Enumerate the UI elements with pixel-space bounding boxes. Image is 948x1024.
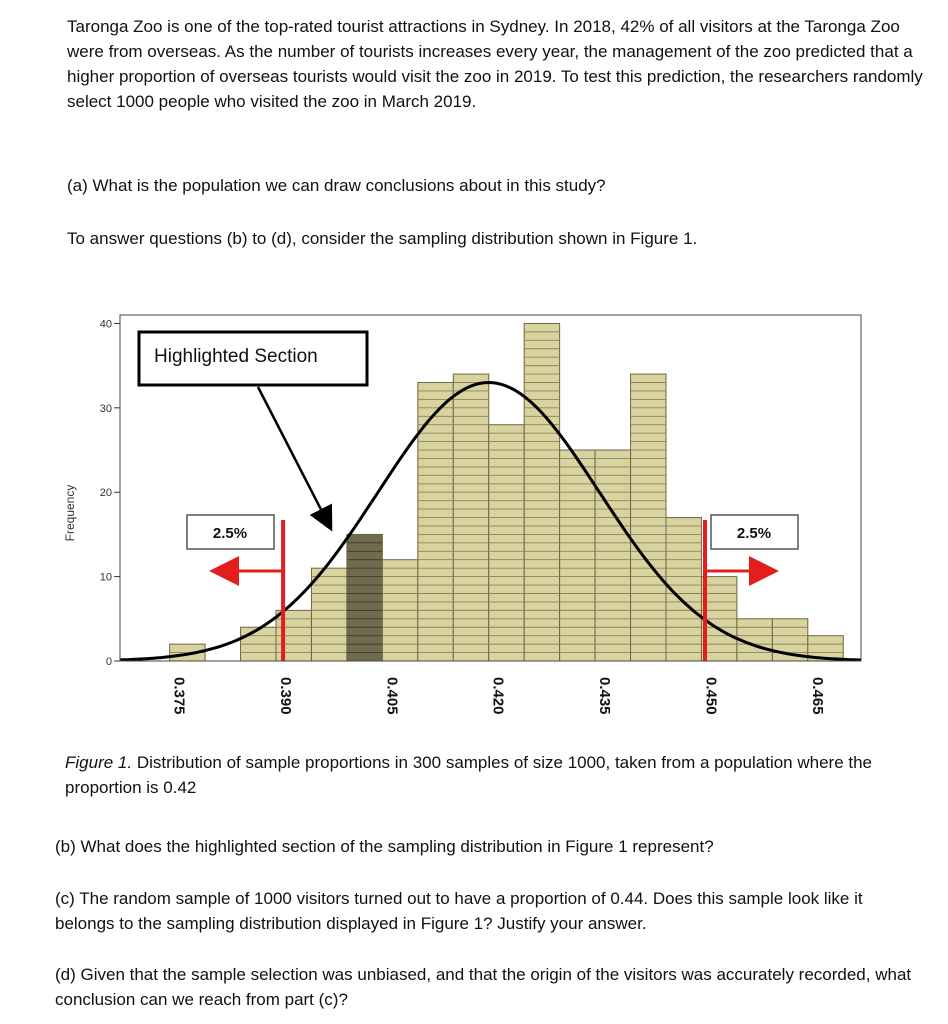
right-pct-label: 2.5% bbox=[736, 525, 772, 542]
histogram-bar bbox=[631, 374, 666, 661]
histogram-bar bbox=[241, 627, 276, 661]
histogram-bar bbox=[418, 383, 453, 661]
x-tick-label: 0.405 bbox=[383, 677, 401, 715]
y-tick-label: 10 bbox=[99, 571, 112, 584]
caption-text: Distribution of sample proportions in 300 samples of size 1000, taken from a population where the proportion is 0.42 bbox=[65, 753, 873, 797]
y-tick-label: 40 bbox=[99, 318, 112, 331]
x-tick-label: 0.465 bbox=[808, 677, 826, 715]
highlight-label: Highlighted Section bbox=[154, 346, 318, 367]
histogram-bar bbox=[595, 450, 630, 661]
histogram-bar bbox=[311, 568, 346, 661]
y-axis-label: Frequency bbox=[63, 484, 77, 542]
histogram-bar bbox=[453, 374, 488, 661]
histogram-bar bbox=[524, 323, 559, 661]
x-tick-label: 0.390 bbox=[277, 677, 294, 715]
instruction-text: To answer questions (b) to (d), consider the sampling distribution shown in Figure 1. bbox=[67, 229, 698, 248]
histogram-bar bbox=[560, 450, 595, 661]
question-c: (c) The random sample of 1000 visitors turned out to have a proportion of 0.44. Does this sample look like it belongs to the sampling distribution displayed in Figure 1? Justify your answer. bbox=[55, 889, 863, 933]
figure-caption bbox=[65, 750, 895, 800]
highlighted-bar bbox=[347, 534, 382, 661]
x-tick-label: 0.375 bbox=[170, 677, 188, 715]
y-tick-label: 20 bbox=[99, 487, 112, 500]
intro-paragraph: Taronga Zoo is one of the top-rated tourist attractions in Sydney. In 2018, 42% of all visitors at the Taronga Zoo were from overseas. As the number of tourists increases every year, the management of the zoo predicted that a higher proportion of overseas tourists would visit the zoo in 2019. To test this prediction, the researchers randomly select 1000 people who visited the zoo in March 2019. bbox=[67, 17, 923, 111]
left-pct-label: 2.5% bbox=[212, 525, 248, 542]
question-d: (d) Given that the sample selection was unbiased, and that the origin of the visitors was accurately recorded, what conclusion can we reach from part (c)? bbox=[55, 965, 912, 1009]
x-tick-label: 0.450 bbox=[702, 677, 720, 715]
histogram-bar bbox=[382, 560, 417, 661]
figure-1-histogram bbox=[60, 305, 870, 735]
y-axis bbox=[100, 318, 120, 668]
y-tick-label: 0 bbox=[105, 656, 112, 668]
y-tick-label: 30 bbox=[99, 402, 112, 415]
question-a: (a) What is the population we can draw conclusions about in this study? bbox=[67, 176, 606, 195]
x-tick-label: 0.420 bbox=[489, 677, 507, 715]
x-tick-label: 0.435 bbox=[596, 677, 614, 715]
histogram-bar bbox=[489, 425, 524, 661]
highlight-pointer-arrow bbox=[258, 387, 330, 527]
x-axis-labels bbox=[171, 677, 826, 715]
question-b: (b) What does the highlighted section of the sampling distribution in Figure 1 represent? bbox=[55, 837, 714, 856]
caption-lead: Figure 1. bbox=[65, 753, 133, 772]
